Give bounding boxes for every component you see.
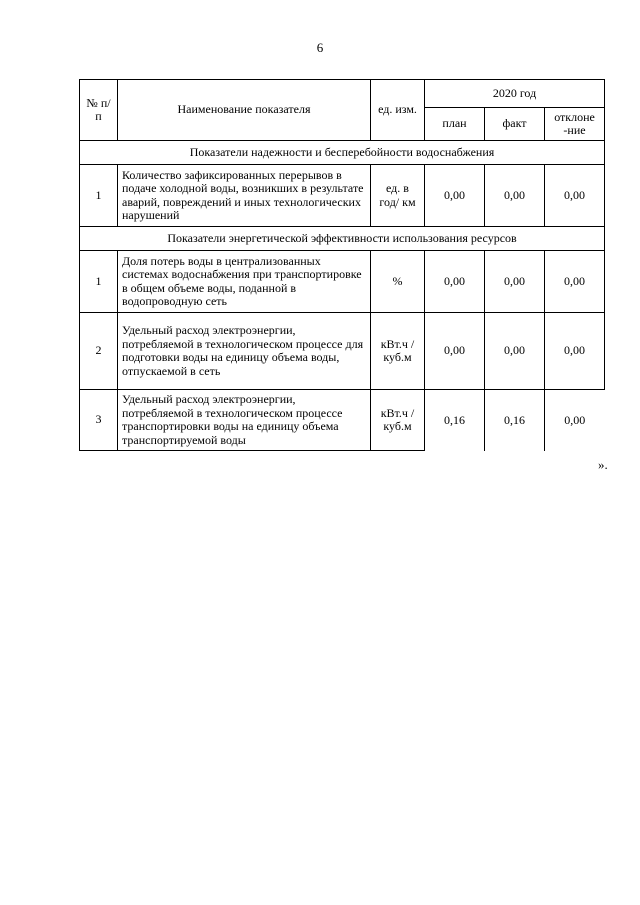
- row-name: Удельный расход электроэнергии, потребляемой в технологическом процессе для подготовки воды на единицу объема воды, отпускаемой в сеть: [118, 313, 371, 390]
- page-number: 6: [316, 40, 324, 55]
- row-deviation: 0,00: [545, 313, 605, 390]
- row-unit: кВт.ч / куб.м: [371, 390, 425, 451]
- header-deviation: отклоне -ние: [545, 108, 605, 141]
- row-fact: 0,16: [485, 390, 545, 451]
- table-row: [80, 313, 605, 390]
- row-fact: 0,00: [485, 313, 545, 390]
- row-fact: 0,00: [485, 251, 545, 313]
- closing-quote: ».: [598, 457, 608, 472]
- section-title: Показатели энергетической эффективности использования ресурсов: [80, 227, 605, 251]
- header-year: 2020 год: [425, 80, 605, 108]
- indicators-table: [79, 79, 605, 451]
- row-unit: ед. в год/ км: [371, 165, 425, 227]
- row-plan: 0,00: [425, 313, 485, 390]
- row-num: 3: [80, 390, 118, 451]
- row-name: Количество зафиксированных перерывов в подаче холодной воды, возникших в результате аварий, повреждений и иных технологических нарушений: [118, 165, 371, 227]
- row-plan: 0,00: [425, 251, 485, 313]
- table-header-row: [80, 80, 605, 108]
- header-fact: факт: [485, 108, 545, 141]
- header-name: Наименование показателя: [118, 80, 371, 141]
- section-row: [80, 141, 605, 165]
- row-plan: 0,16: [425, 390, 485, 451]
- table-row: [80, 251, 605, 313]
- row-deviation: 0,00: [545, 390, 605, 451]
- row-name: Доля потерь воды в централизованных системах водоснабжения при транспортировке в общем объеме воды, поданной в водопроводную сеть: [118, 251, 371, 313]
- row-num: 2: [80, 313, 118, 390]
- row-fact: 0,00: [485, 165, 545, 227]
- row-plan: 0,00: [425, 165, 485, 227]
- row-deviation: 0,00: [545, 251, 605, 313]
- header-plan: план: [425, 108, 485, 141]
- row-deviation: 0,00: [545, 165, 605, 227]
- section-row: [80, 227, 605, 251]
- header-num: № п/п: [80, 80, 118, 141]
- header-unit: ед. изм.: [371, 80, 425, 141]
- section-title: Показатели надежности и бесперебойности водоснабжения: [80, 141, 605, 165]
- row-num: 1: [80, 251, 118, 313]
- table-row: [80, 390, 605, 451]
- row-num: 1: [80, 165, 118, 227]
- table-row: [80, 165, 605, 227]
- row-name: Удельный расход электроэнергии, потребляемой в технологическом процессе транспортировки воды на единицу объема транспортируемой воды: [118, 390, 371, 451]
- row-unit: кВт.ч / куб.м: [371, 313, 425, 390]
- row-unit: %: [371, 251, 425, 313]
